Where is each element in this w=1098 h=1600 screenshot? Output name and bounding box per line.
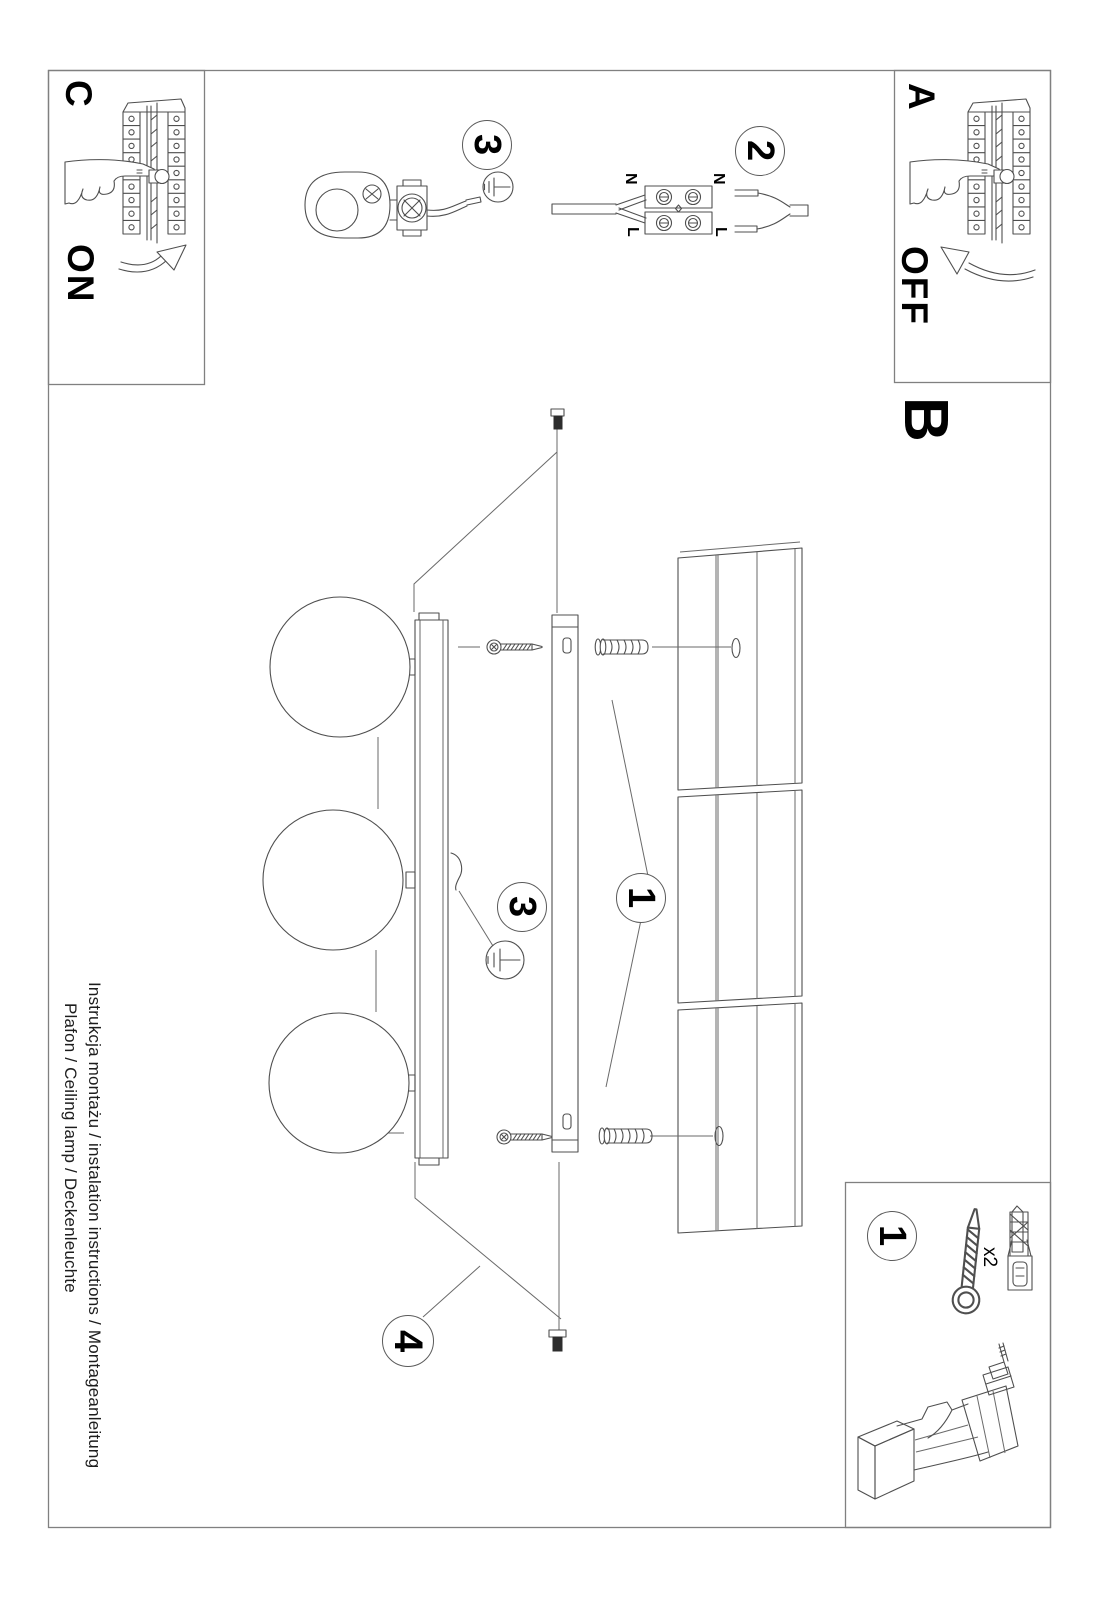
panel-c-state-label: ON xyxy=(60,244,101,304)
parts-quantity-label: x2 xyxy=(979,1247,1000,1268)
fixing-bolt-icon xyxy=(551,409,564,429)
callout-step-1-parts xyxy=(867,1211,917,1261)
callout-step-1-main-number: 1 xyxy=(620,887,662,909)
panel-c-label: C xyxy=(58,80,99,109)
off-arrow-icon xyxy=(941,247,1035,281)
ground-symbol-icon xyxy=(486,941,524,979)
callout-step-1-main xyxy=(616,873,666,923)
wire-label-neutral-left: N xyxy=(622,173,639,185)
drill-icon xyxy=(858,1343,1018,1499)
terminal-block-drawing xyxy=(552,186,808,234)
callout-step-3-top xyxy=(462,120,512,170)
callout-step-3-main xyxy=(497,882,547,932)
lamp-globe xyxy=(270,597,410,737)
wire-label-live-left: L xyxy=(624,227,641,237)
lamp-holder-drawing xyxy=(305,172,481,238)
wire-label-live-right: L xyxy=(712,227,729,237)
panel-a-label: A xyxy=(901,83,942,112)
drill-hole xyxy=(732,639,740,658)
panel-c-frame xyxy=(49,71,205,385)
callout-step-4-main-number: 4 xyxy=(386,1329,430,1353)
footer-title-line-1: Instrukcja montażu / instalation instructions / Montageanleitung xyxy=(85,982,104,1469)
callout-step-4-main xyxy=(382,1315,434,1367)
ground-symbol-icon xyxy=(483,172,513,202)
fixing-bolt-icon xyxy=(549,1330,566,1351)
wire-label-neutral-right: N xyxy=(710,173,727,185)
callout-step-3-main-number: 3 xyxy=(501,896,543,918)
on-arrow-icon xyxy=(119,245,186,272)
callout-step-3-top-number: 3 xyxy=(466,134,508,156)
lamp-globe xyxy=(263,810,403,950)
callout-step-2-top xyxy=(735,126,785,176)
callout-step-1-parts-number: 1 xyxy=(871,1225,913,1247)
callout-step-2-top-number: 2 xyxy=(739,140,781,162)
mounting-strip-drawing xyxy=(552,615,578,1152)
section-b-label: B xyxy=(891,397,960,442)
ceiling-boards-drawing xyxy=(678,542,802,1233)
footer-title-line-2: Plafon / Ceiling lamp / Deckenleuchte xyxy=(61,1003,80,1293)
panel-a-frame xyxy=(895,71,1051,383)
ground-wire-hook xyxy=(451,853,462,890)
lamp-globe xyxy=(269,1013,409,1153)
panel-a-state-label: OFF xyxy=(894,246,935,326)
parts-wall-plug-icon xyxy=(1008,1206,1032,1290)
